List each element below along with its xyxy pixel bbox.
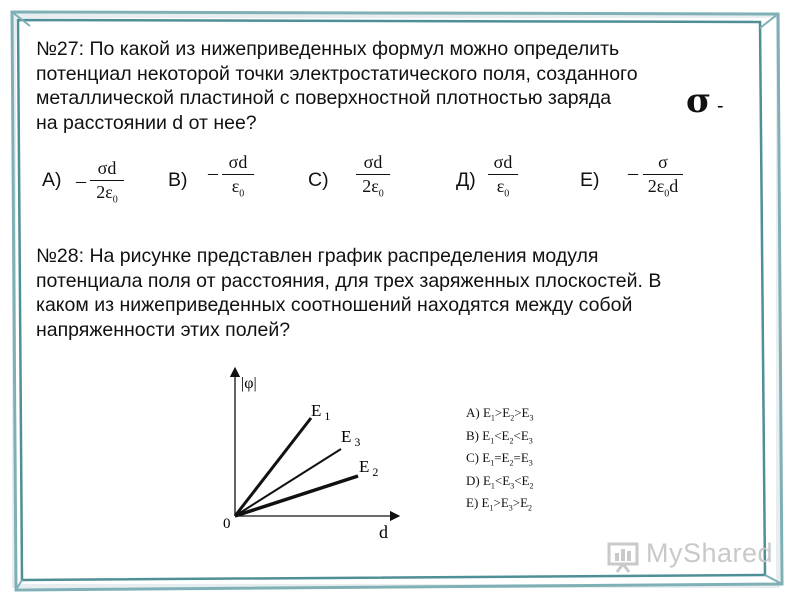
denominator: $\varepsilon_0$	[231, 176, 245, 200]
option-c-label: С)	[308, 169, 329, 191]
line-e3	[235, 449, 341, 516]
numerator: σd	[493, 152, 513, 172]
y-axis-label: |φ|	[241, 375, 257, 392]
numerator: σd	[363, 152, 383, 172]
option-d-label: Д)	[456, 169, 476, 191]
line-e2	[235, 476, 358, 516]
fraction-bar	[488, 174, 518, 175]
fraction-bar	[222, 174, 254, 175]
denominator: $2\varepsilon_0$	[96, 182, 118, 206]
option-e-formula	[643, 152, 683, 200]
q27-line: металлической пластиной с поверхностной плотностью заряда	[36, 87, 612, 109]
question-27	[36, 37, 736, 135]
option-e-minus: –	[628, 162, 638, 184]
fraction-bar	[90, 180, 124, 181]
option-b-formula	[222, 152, 254, 200]
answer-d: D) $E_1<E_3<E_2$	[466, 472, 534, 491]
sigma-dash: -	[717, 95, 724, 117]
denominator: $\varepsilon_0$	[496, 176, 510, 200]
q28-line: потенциала поля от расстояния, для трех заряженных плоскостей. В	[36, 269, 662, 292]
label-e3: E $_3$	[341, 427, 361, 449]
denominator: $2\varepsilon_0d$	[647, 176, 679, 200]
question-28	[36, 244, 756, 342]
answer-e: E) $E_1>E_3>E_2$	[466, 495, 533, 513]
option-b-minus: –	[208, 162, 218, 184]
label-e1: E $_1$	[311, 401, 331, 423]
label-e2: E $_2$	[359, 457, 379, 479]
q28-answers	[466, 404, 533, 517]
q27-line: потенциал некоторой точки электростатического поля, созданного	[36, 62, 638, 85]
numerator: σ	[658, 152, 668, 172]
fraction-bar	[643, 174, 683, 175]
presentation-board-icon	[607, 541, 643, 573]
fraction-bar	[356, 174, 390, 175]
answer-c: C) $E_1=E_2=E_3$	[466, 450, 533, 468]
option-d-formula	[488, 152, 518, 200]
q28-line: №28: На рисунке представлен график распределения модуля	[36, 245, 599, 267]
answer-b: B) $E_1<E_2<E_3$	[466, 427, 533, 446]
line-e1	[235, 418, 311, 516]
option-b-label: В)	[168, 169, 188, 191]
q27-line: на расстоянии d от нее?	[36, 111, 257, 134]
q28-line: каком из нижеприведенных соотношений находятся между собой	[36, 294, 633, 316]
x-axis-label: d	[379, 522, 388, 542]
denominator: $2\varepsilon_0$	[362, 176, 384, 200]
q27-line: №27: По какой из нижеприведенных формул можно определить	[36, 38, 620, 60]
sigma-symbol: σ	[686, 81, 712, 121]
option-a-formula	[90, 158, 124, 206]
option-a-minus: –	[76, 170, 86, 192]
option-c-formula	[356, 152, 390, 200]
numerator: σd	[228, 152, 248, 172]
answer-a: A) $E_1>E_2>E_3$	[466, 405, 534, 423]
option-a-label: А)	[42, 169, 62, 191]
potential-graph	[215, 366, 415, 546]
q28-line: напряженности этих полей?	[36, 318, 291, 341]
option-e-label: Е)	[580, 169, 600, 191]
origin-label: 0	[223, 516, 231, 532]
numerator: σd	[97, 158, 117, 178]
watermark-text: MyShared	[646, 538, 774, 568]
